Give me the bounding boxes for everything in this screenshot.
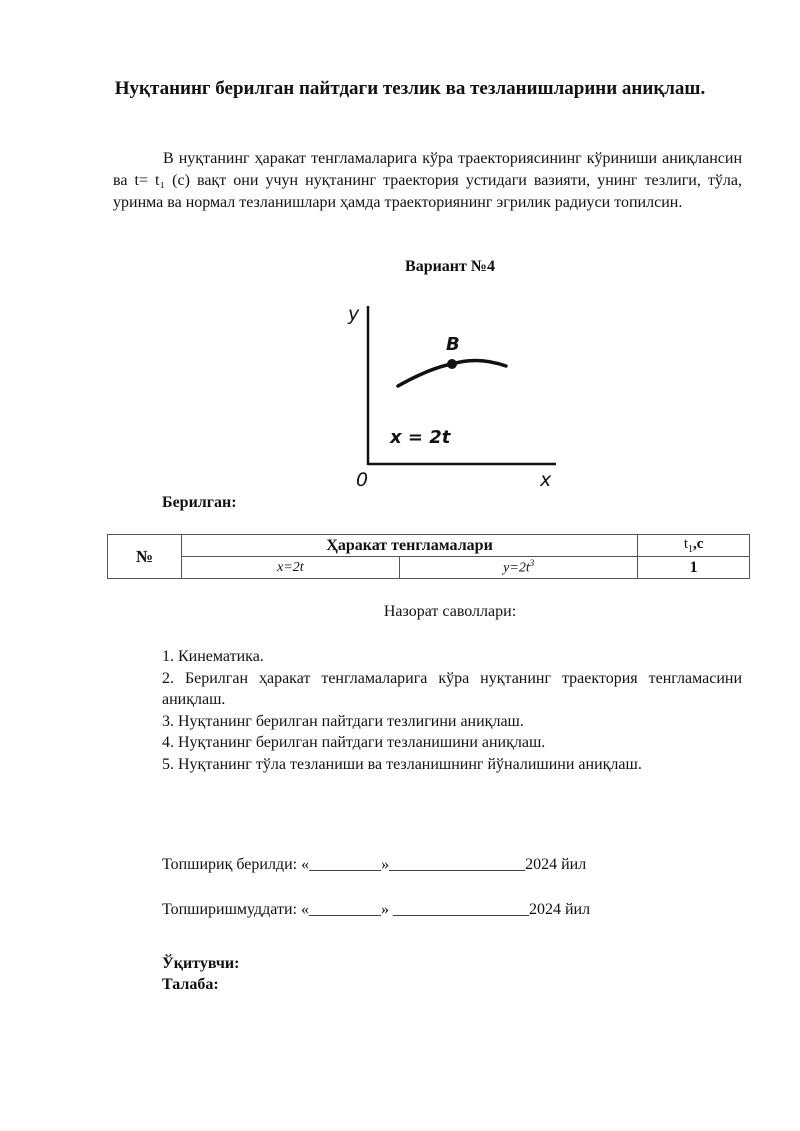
list-item: 1. Кинематика. <box>162 648 264 665</box>
trajectory-figure <box>338 298 568 493</box>
point-b-marker <box>447 359 457 369</box>
given-label: Берилган: <box>162 494 237 511</box>
table-row <box>108 557 750 579</box>
time-value-cell: 1 <box>638 557 750 579</box>
y-axis-label: y <box>348 303 360 325</box>
equations-header: Ҳаракат тенгламалари <box>181 535 638 557</box>
list-item: 3. Нуқтанинг берилган пайтдаги тезлигини аниқлаш. <box>162 712 524 730</box>
y-equation: y=2t <box>503 560 530 576</box>
x-axis-label: x <box>540 469 552 491</box>
time-subscript: 1 <box>688 544 694 555</box>
student-label: Талаба: <box>162 976 219 993</box>
control-questions-title: Назорат саволлари: <box>383 603 517 620</box>
y-equation-exponent: 3 <box>529 558 535 569</box>
point-b-label: B <box>446 334 460 355</box>
task-description: В нуқтанинг ҳаракат тенгламаларига кўра траекториясининг кўриниши аниқлансин ва t= t₁ (с) вақт они учун нуқтанинг траектория устидаги вазияти, унинг тезлиги, тўла, уринма ва нормал тезланишлари ҳамда траекториянинг эгрилик радиуси топилсин. <box>113 150 742 211</box>
origin-label: 0 <box>356 469 369 491</box>
list-item: 2. Берилган ҳаракат тенгламаларига кўра нуқтанинг траектория тенгламасини аниқлаш. <box>162 669 742 708</box>
list-item: 4. Нуқтанинг берилган пайтдаги тезланишини аниқлаш. <box>162 734 546 751</box>
deadline-line: Топширишмуддати: «_________» _________________2024 йил <box>162 901 591 918</box>
teacher-label: Ўқитувчи: <box>162 955 240 972</box>
document-title: Нуқтанинг берилган пайтдаги тезлик ва тезланишларини аниқлаш. <box>114 78 706 99</box>
time-symbol: t <box>683 536 689 552</box>
control-questions-list <box>162 646 742 775</box>
variant-heading: Вариант №4 <box>405 258 495 275</box>
time-unit: ,с <box>693 536 704 552</box>
time-header <box>638 535 750 557</box>
x-equation-cell: x=2t <box>181 557 399 579</box>
y-equation-cell <box>400 557 638 579</box>
equations-table <box>107 534 750 579</box>
equation-label: x = 2t <box>390 427 451 448</box>
table-header-row <box>108 535 750 557</box>
list-item: 5. Нуқтанинг тўла тезланиши ва тезланишнинг йўналишини аниқлаш. <box>162 755 642 773</box>
assigned-date-line: Топшириқ берилди: «_________»_________________2024 йил <box>162 856 587 873</box>
number-header: № <box>108 535 182 579</box>
